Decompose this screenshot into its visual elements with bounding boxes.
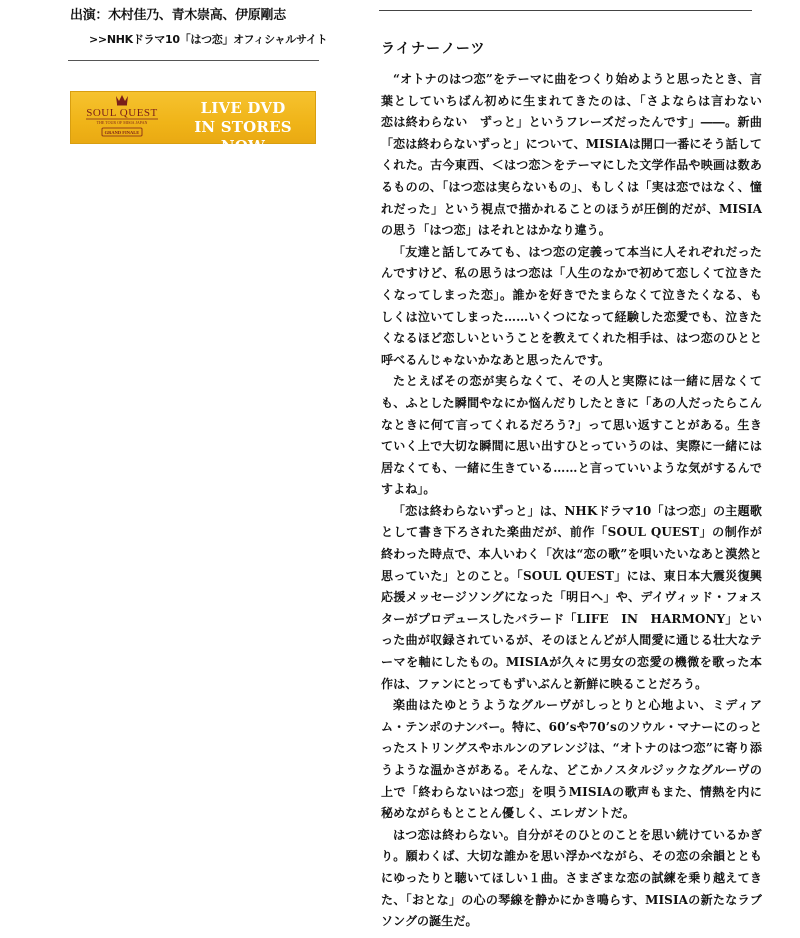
liner-notes-body — [381, 69, 775, 933]
banner-line-2: IN STORES NOW — [194, 118, 292, 155]
paragraph: たとえばその恋が実らなくて、その人と実際には一緒に居なくても、ふとした瞬間やなにか悩んだりしたときに「あの人だったらこんなときに何て言ってくれるだろう?」って思い返すことがある。生きていく上で大切な瞬間に思い出すひとっていうのは、実際に一緒には居なくても、一緒に生きている……と言っていいような気がするんですよね」。 — [381, 374, 762, 497]
logo-title: SOUL QUEST — [86, 107, 158, 119]
paragraph: 「恋は終わらないずっと」は、NHKドラマ10「はつ恋」の主題歌として書き下ろされた楽曲だが、前作「SOUL QUEST」の制作が終わった時点で、本人いわく「次は“恋の歌”を唄いたいなあと漠然と思っていた」とのこと。「SOUL QUEST」には、東日本大震災復興応援メッセージソングになった「明日へ」や、デイヴィッド・フォスターがプロデュースしたバラード「LIFE IN HARMONY」といった曲が収録されているが、そのほとんどが人間愛に通じる壮大なテーマを軸にしたもの。MISIAが久々に男女の恋愛の機微を歌った本作は、ファンにとってもずいぶんと新鮮に映ることだろう。 — [381, 503, 762, 691]
liner-notes-heading: ライナーノーツ — [381, 41, 486, 57]
right-divider — [379, 10, 752, 11]
paragraph: 楽曲はたゆとうようなグルーヴがしっとりと心地よい、ミディアム・テンポのナンバー。特に、60’sや70’sのソウル・マナーにのっとったストリングスやホルンのアレンジは、“オトナのはつ恋”に寄り添うような温かさがある。そんな、どこかノスタルジックなグルーヴの上で「終わらないはつ恋」を唄うMISIAの歌声もまた、情熱を内に秘めながらもとことん優しく、エレガントだ。 — [381, 698, 762, 821]
logo-ribbon: GRAND FINALE — [104, 130, 140, 135]
soul-quest-logo-icon — [78, 93, 166, 142]
logo-subtitle: THE TOUR OF MISIA JAPAN — [96, 120, 148, 125]
left-divider — [68, 60, 319, 61]
cast-credits: 出演：木村佳乃、青木崇高、伊原剛志 — [70, 8, 286, 23]
banner-line-1: LIVE DVD — [200, 99, 286, 117]
banner-text — [170, 99, 316, 156]
nhk-official-site-link[interactable]: >>NHKドラマ10「はつ恋」オフィシャルサイト — [89, 33, 328, 46]
soul-quest-dvd-banner[interactable] — [70, 91, 316, 155]
paragraph: はつ恋は終わらない。自分がそのひとのことを思い続けているかぎり。願わくば、大切な誰かを思い浮かべながら、その恋の余韻とともにゆったりと聴いてほしい１曲。さまざまな恋の試練を乗り越えてきた、「おとな」の心の琴線を静かにかき鳴らす、MISIAの新たなラブソングの誕生だ。 — [381, 827, 762, 929]
paragraph: 「友達と話してみても、はつ恋の定義って本当に人それぞれだったんですけど、私の思うはつ恋は「人生のなかで初めて恋しくて泣きたくなってしまった恋」。誰かを好きでたまらなくて泣きたくなる、もしくは泣いてしまった……いくつになって経験した恋愛でも、泣きたくなるほど恋しいということを教えてくれた相手は、はつ恋のひとと呼べるんじゃないかなあと思ったんです。 — [381, 244, 762, 367]
paragraph: “オトナのはつ恋”をテーマに曲をつくり始めようと思ったとき、言葉としていちばん初めに生まれてきたのは、「さよならは言わない 恋は終わらない ずっと」というフレーズだったんです」――。新曲「恋は終わらないずっと」について、MISIAは開口一番にそう話してくれた。古今東西、＜はつ恋＞をテーマにした文学作品や映画は数あるものの、「はつ恋は実らないもの」、もしくは「実は恋ではなく、憧れだった」という視点で描かれることのほうが圧倒的だが、MISIAの思う「はつ恋」はそれとはかなり違う。 — [381, 72, 775, 238]
